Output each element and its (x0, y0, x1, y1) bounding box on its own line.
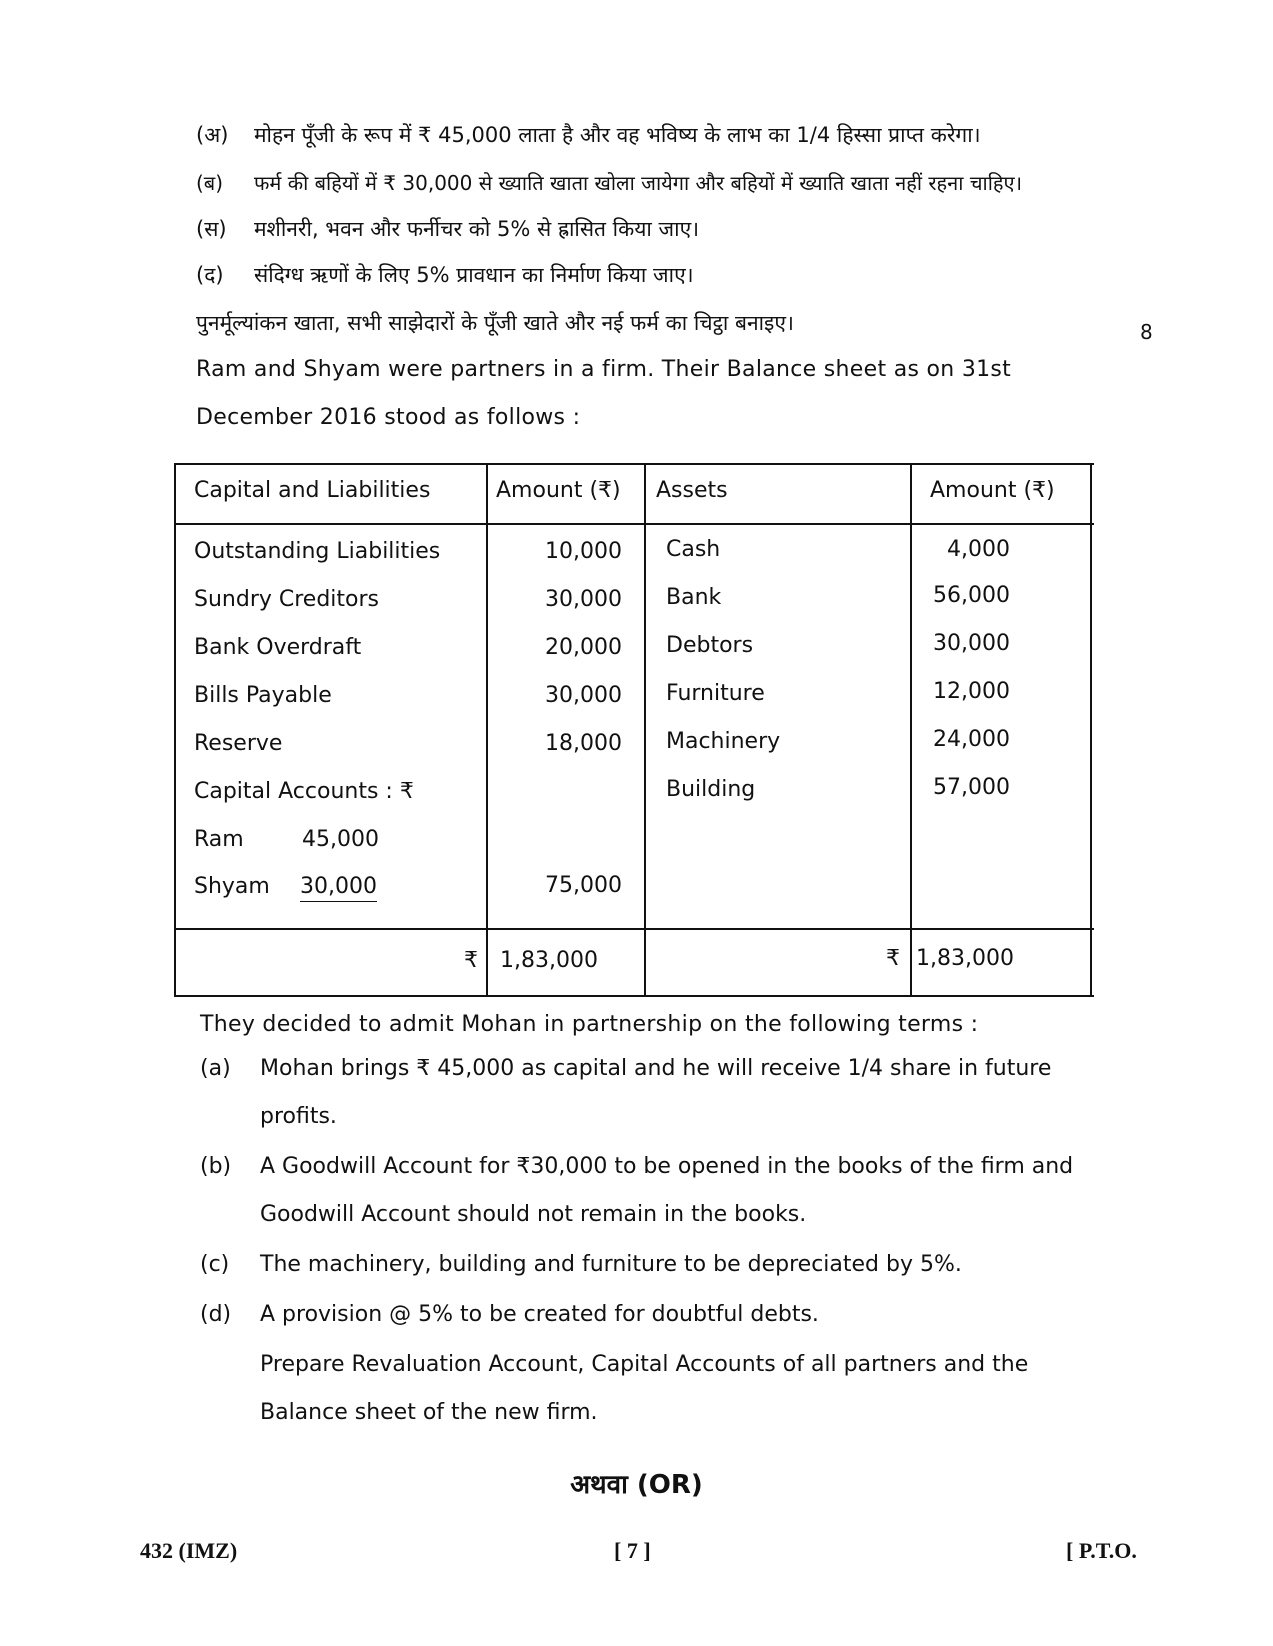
balance-sheet-table (174, 463, 1094, 997)
asset-name: Cash (666, 537, 721, 562)
liability-name: Bank Overdraft (194, 635, 362, 660)
liability-name: Bills Payable (194, 683, 332, 708)
asset-amount: 24,000 (933, 727, 1010, 752)
term-text: Mohan brings ₹ 45,000 as capital and he will receive 1/4 share in future (260, 1056, 1052, 1081)
table-header-divider (174, 523, 1094, 525)
liability-amount: 30,000 (545, 683, 622, 708)
asset-amount: 12,000 (933, 679, 1010, 704)
admit-line: They decided to admit Mohan in partnership on the following terms : (200, 1012, 979, 1037)
asset-amount: 30,000 (933, 631, 1010, 656)
liabilities-total: 1,83,000 (500, 948, 598, 973)
asset-amount: 56,000 (933, 583, 1010, 608)
hindi-term-label: (अ) (196, 123, 229, 147)
hindi-term-text: फर्म की बहियों में ₹ 30,000 से ख्याति खाता खोला जायेगा और बहियों में ख्याति खाता नहीं रहना चाहिए। (254, 171, 1023, 195)
asset-name: Furniture (666, 681, 765, 706)
term-label: (d) (200, 1302, 232, 1327)
header-assets: Assets (656, 478, 728, 503)
intro-line-1: Ram and Shyam were partners in a firm. Their Balance sheet as on 31st (196, 357, 1012, 382)
hindi-term-label: (स) (196, 217, 227, 241)
rupee-symbol: ₹ (464, 948, 478, 973)
term-label: (c) (200, 1252, 230, 1277)
hindi-term-label: (ब) (196, 171, 224, 195)
rupee-symbol: ₹ (886, 946, 900, 971)
term-text: The machinery, building and furniture to be depreciated by 5%. (260, 1252, 962, 1277)
footer-pto: [ P.T.O. (1066, 1538, 1137, 1563)
hindi-instruction: पुनर्मूल्यांकन खाता, सभी साझेदारों के पूँजी खाते और नई फर्म का चिट्ठा बनाइए। (196, 311, 794, 335)
asset-amount: 4,000 (947, 537, 1010, 562)
liability-name: Outstanding Liabilities (194, 539, 441, 564)
term-text: A provision @ 5% to be created for doubtful debts. (260, 1302, 819, 1327)
hindi-term-text: संदिग्ध ऋणों के लिए 5% प्रावधान का निर्माण किया जाए। (254, 263, 694, 287)
liability-amount: 18,000 (545, 731, 622, 756)
partner-capital: 30,000 (300, 874, 377, 902)
term-label: (b) (200, 1154, 232, 1179)
hindi-term-b (196, 168, 1022, 198)
header-liabilities: Capital and Liabilities (194, 478, 431, 503)
table-bottom-border (174, 995, 1094, 997)
table-top-border (174, 463, 1094, 465)
table-left-border (174, 463, 176, 997)
intro-line-2: December 2016 stood as follows : (196, 405, 581, 430)
hindi-term-a (196, 120, 981, 150)
hindi-term-text: मशीनरी, भवन और फर्नीचर को 5% से ह्रासित किया जाए। (254, 217, 700, 241)
liability-amount: 10,000 (545, 539, 622, 564)
header-assets-amount: Amount (₹) (930, 478, 1055, 503)
partner-name: Ram (194, 827, 244, 852)
header-liabilities-amount: Amount (₹) (496, 478, 621, 503)
table-col-divider-2 (644, 463, 646, 997)
prepare-line-2: Balance sheet of the new firm. (260, 1400, 598, 1425)
term-a-line2: profits. (260, 1104, 337, 1129)
partner-capital: 45,000 (302, 827, 379, 852)
assets-total: 1,83,000 (916, 946, 1014, 971)
hindi-term-label: (द) (196, 263, 224, 287)
table-total-divider (174, 928, 1094, 930)
liability-amount: 20,000 (545, 635, 622, 660)
asset-name: Machinery (666, 729, 781, 754)
question-marks: 8 (1140, 320, 1153, 344)
asset-name: Bank (666, 585, 722, 610)
partner-name: Shyam (194, 874, 270, 899)
footer-paper-code: 432 (IMZ) (140, 1538, 238, 1563)
footer-page-number: [ 7 ] (614, 1538, 651, 1563)
prepare-line-1: Prepare Revaluation Account, Capital Accounts of all partners and the (260, 1352, 1029, 1377)
term-text: A Goodwill Account for ₹30,000 to be opened in the books of the firm and (260, 1154, 1074, 1179)
liability-name: Reserve (194, 731, 283, 756)
liability-name: Sundry Creditors (194, 587, 380, 612)
or-heading: अथवा (OR) (570, 1470, 703, 1500)
liability-name: Capital Accounts : ₹ (194, 779, 414, 804)
asset-name: Building (666, 777, 756, 802)
term-b-line2: Goodwill Account should not remain in the books. (260, 1202, 807, 1227)
term-label: (a) (200, 1056, 231, 1081)
hindi-term-c (196, 214, 699, 244)
liability-amount: 30,000 (545, 587, 622, 612)
asset-amount: 57,000 (933, 775, 1010, 800)
capital-total: 75,000 (545, 873, 622, 898)
hindi-term-d (196, 260, 694, 290)
table-right-border (1090, 463, 1092, 997)
hindi-term-text: मोहन पूँजी के रूप में ₹ 45,000 लाता है और वह भविष्य के लाभ का 1/4 हिस्सा प्राप्त करेगा। (254, 123, 981, 147)
asset-name: Debtors (666, 633, 754, 658)
